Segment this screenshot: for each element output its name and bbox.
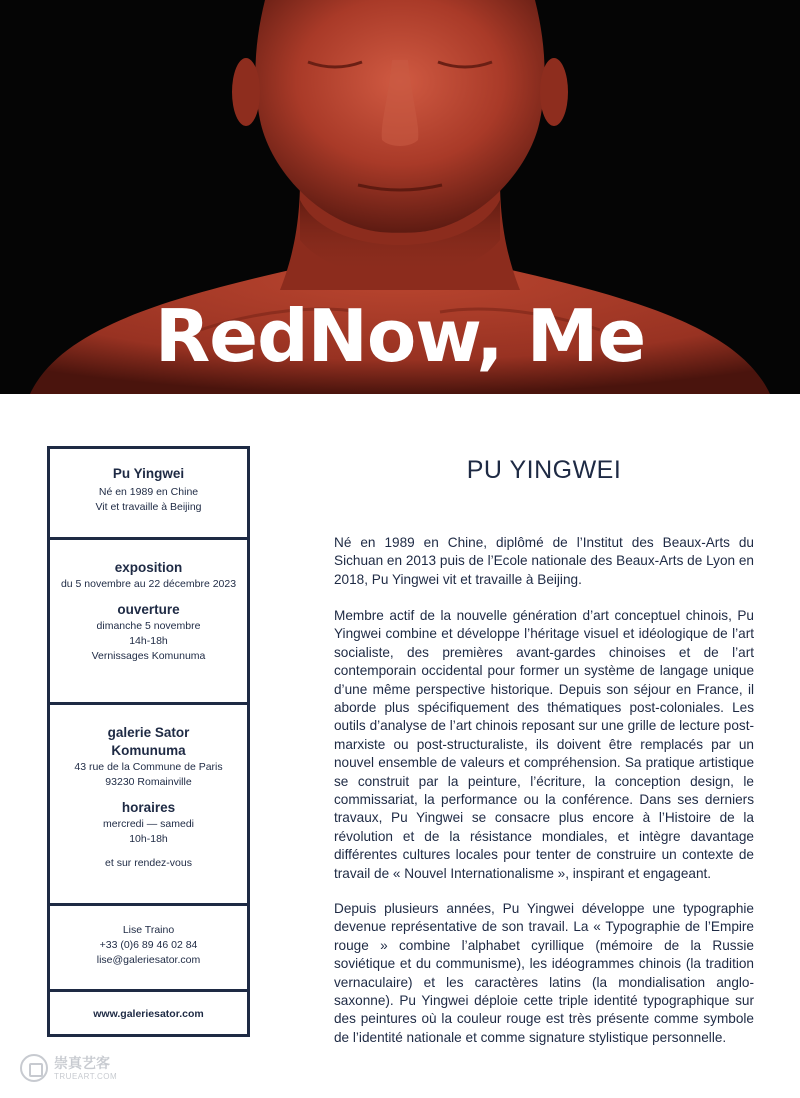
- divider: [50, 702, 247, 705]
- opening-note: Vernissages Komunuma: [91, 650, 206, 662]
- website-section: [50, 1007, 247, 1022]
- divider: [50, 989, 247, 992]
- exhibition-info-box: [47, 446, 250, 1037]
- contact-name: Lise Traino: [122, 924, 175, 936]
- typography-paragraph: Depuis plusieurs années, Pu Yingwei développe une typographie devenue représentative de son travail. La « Typographie de l’Empire rouge » combine l’alphabet cyrillique (mémoire de la Russie soviétique et du communisme), les idéogrammes chinois (la tradition vernaculaire) et les caractères latins (la mondialisation anglo-saxonne). Pu Yingwei déploie cette triple identité typographique sur des peintures où la couleur rouge est très présente comme symbole de l’identité nationale et comme signature stylistique personnelle.: [334, 901, 754, 1045]
- contact-email[interactable]: lise@galeriesator.com: [96, 954, 201, 966]
- exhibition-title: RedNow, Me: [154, 294, 646, 378]
- contact-section: [50, 923, 247, 968]
- watermark: [20, 1052, 130, 1086]
- artist-section: [50, 465, 247, 515]
- artist-lives: Vit et travaille à Beijing: [95, 501, 202, 513]
- opening-time: 14h-18h: [129, 635, 168, 647]
- opening-heading: ouverture: [117, 602, 180, 617]
- article-heading: PU YINGWEI: [466, 456, 622, 484]
- exhibition-dates: du 5 novembre au 22 décembre 2023: [60, 578, 237, 590]
- contact-phone[interactable]: +33 (0)6 89 46 02 84: [99, 939, 198, 951]
- gallery-name-line2: Komunuma: [111, 743, 186, 758]
- appointment-note: et sur rendez-vous: [105, 857, 192, 869]
- gallery-address-line2: 93230 Romainville: [105, 776, 192, 788]
- bio-paragraph: Né en 1989 en Chine, diplômé de l’Institut des Beaux-Arts du Sichuan en 2013 puis de l’Ecole nationale des Beaux-Arts de Lyon en 2018, Pu Yingwei vit et travaille à Beijing.: [334, 535, 754, 587]
- gallery-name: galerie Sator: [107, 725, 190, 740]
- watermark-logo-icon: [20, 1054, 48, 1082]
- divider: [50, 537, 247, 540]
- gallery-section: [50, 724, 247, 871]
- exhibition-heading: exposition: [114, 560, 183, 575]
- artist-born: Né en 1989 en Chine: [98, 486, 199, 498]
- watermark-chinese: 崇真艺客: [54, 1055, 110, 1071]
- website-link[interactable]: www.galeriesator.com: [93, 1008, 204, 1020]
- practice-paragraph: Membre actif de la nouvelle génération d’art conceptuel chinois, Pu Yingwei combine et développe l’héritage visuel et idéologique de l’art socialiste, des premières avant-gardes chinoises et de l’art contemporain occidental pour former un système de langage unique d’une même perspective historique. Depuis son séjour en France, il aborde plus spécifiquement des thématiques post-coloniales. Les outils d’analyse de l’art chinois reposant sur une grille de lecture post-marxiste ou post-structuraliste, ils doivent être remplacés par un nouvel ensemble de valeurs et compréhension. Sa pratique artistique se construit par la peinture, l’écriture, la conception design, le commissariat, la performance ou la conférence. Dans ses derniers travaux, Pu Yingwei se consacre plus encore à l’Histoire de la révolution et de la résistance mondiales, et intègre davantage différentes cultures locales pour tenter de construire un contexte de travail de « Nouvel Internationalisme », inspirant et engageant.: [334, 608, 754, 881]
- gallery-address-line1: 43 rue de la Commune de Paris: [74, 761, 223, 773]
- artist-name: Pu Yingwei: [112, 466, 185, 481]
- hours-days: mercredi — samedi: [102, 818, 195, 830]
- hero-banner: [0, 0, 800, 394]
- divider: [50, 903, 247, 906]
- watermark-latin: TRUEART.COM: [54, 1072, 118, 1081]
- hours-heading: horaires: [121, 800, 176, 815]
- exhibition-section: [50, 559, 247, 664]
- hours-time: 10h-18h: [129, 833, 168, 845]
- opening-day: dimanche 5 novembre: [96, 620, 201, 632]
